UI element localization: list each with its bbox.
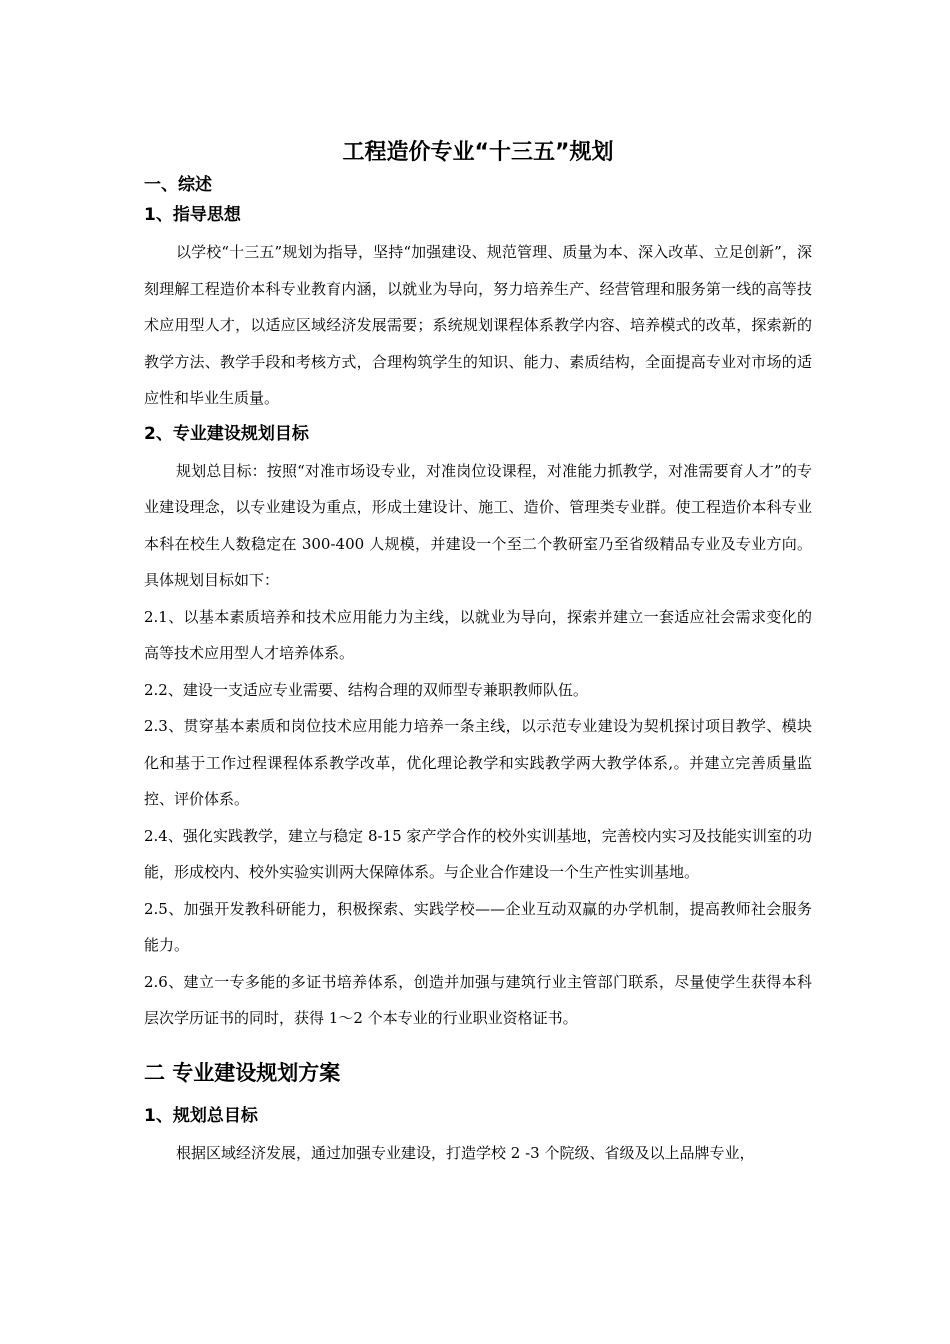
paragraph-planning-goals: 规划总目标：按照“对准市场设专业，对准岗位设课程，对准能力抓教学，对准需要育人才”的专业建设理念，以专业建设为重点，形成土建设计、施工、造价、管理类专业群。使工程造价本科专业本科在校生人数稳定在 300-400 人规模，并建设一个至二个教研室乃至省级精品专业及专业方向。具体规划目标如下： xyxy=(144,461,812,589)
paragraph-overall-goal: 根据区域经济发展，通过加强专业建设，打造学校 2 -3 个院级、省级及以上品牌专业， xyxy=(176,1143,755,1162)
list-item-goal-2-2: 2.2、建设一支适应专业需要、结构合理的双师型专兼职教师队伍。 xyxy=(144,680,588,699)
list-item-goal-2-6: 2.6、建立一专多能的多证书培养体系，创造并加强与建筑行业主管部门联系，尽量使学生获得本科层次学历证书的同时，获得 1～2 个本专业的行业职业资格证书。 xyxy=(144,972,812,1027)
subheading-guiding-ideology: 1、指导思想 xyxy=(144,205,241,225)
section-heading-construction-plan: 二 专业建设规划方案 xyxy=(144,1060,341,1085)
paragraph-guiding-ideology: 以学校“十三五”规划为指导，坚持“加强建设、规范管理、质量为本、深入改革、立足创新”，深刻理解工程造价本科专业教育内涵，以就业为导向，努力培养生产、经营管理和服务第一线的高等技术应用型人才，以适应区域经济发展需要；系统规划课程体系教学内容、培养模式的改革，探索新的教学方法、教学手段和考核方式，合理构筑学生的知识、能力、素质结构，全面提高专业对市场的适应性和毕业生质量。 xyxy=(144,243,812,407)
section-heading-overview: 一、综述 xyxy=(144,175,212,195)
document-body xyxy=(144,138,812,1171)
document-title: 工程造价专业“十三五”规划 xyxy=(342,140,614,165)
subheading-planning-goals: 2、专业建设规划目标 xyxy=(144,423,309,444)
list-item-goal-2-5: 2.5、加强开发教科研能力，积极探索、实践学校——企业互动双赢的办学机制，提高教师社会服务能力。 xyxy=(144,899,812,954)
list-item-goal-2-3: 2.3、贯穿基本素质和岗位技术应用能力培养一条主线，以示范专业建设为契机探讨项目教学、模块化和基于工作过程课程体系教学改革，优化理论教学和实践教学两大教学体系,。并建立完善质量监控、评价体系。 xyxy=(144,717,812,808)
list-item-goal-2-4: 2.4、强化实践教学，建立与稳定 8-15 家产学合作的校外实训基地，完善校内实习及技能实训室的功能，形成校内、校外实验实训两大保障体系。与企业合作建设一个生产性实训基地。 xyxy=(144,826,812,881)
subheading-overall-goal: 1、规划总目标 xyxy=(144,1105,258,1126)
list-item-goal-2-1: 2.1、以基本素质培养和技术应用能力为主线，以就业为导向，探索并建立一套适应社会需求变化的高等技术应用型人才培养体系。 xyxy=(144,607,812,662)
